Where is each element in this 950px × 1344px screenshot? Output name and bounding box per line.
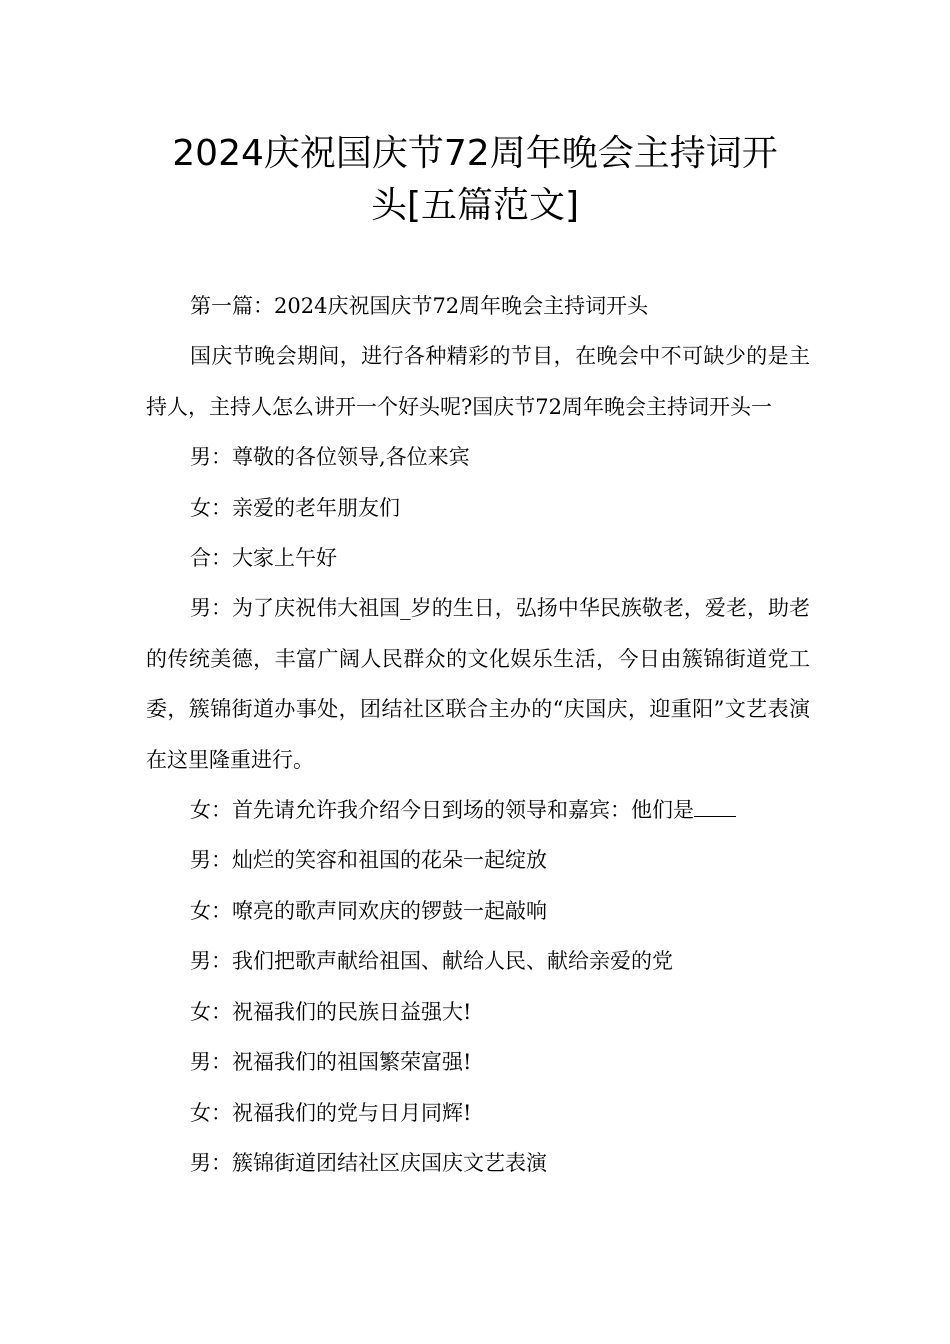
dialogue-line: 男：灿烂的笑容和祖国的花朵一起绽放 bbox=[190, 848, 547, 873]
dialogue-line: 男：我们把歌声献给祖国、献给人民、献给亲爱的党 bbox=[190, 949, 673, 974]
dialogue-line: 女：嘹亮的歌声同欢庆的锣鼓一起敲响 bbox=[190, 898, 547, 923]
dialogue-line: 女：祝福我们的党与日月同辉! bbox=[190, 1100, 472, 1125]
dialogue-line: 男：祝福我们的祖国繁荣富强! bbox=[190, 1050, 472, 1075]
dialogue-paragraph: 男：为了庆祝伟大祖国_岁的生日，弘扬中华民族敬老，爱老，助老的传统美德，丰富广阔人民群众的文化娱乐生活，今日由簇锦街道党工委，簇锦街道办事处，团结社区联合主办的“庆国庆，迎重阳”文艺表演在这里隆重进行。 bbox=[146, 596, 810, 772]
dialogue-line bbox=[146, 785, 810, 835]
dialogue-line: 男：簇锦街道团结社区庆国庆文艺表演 bbox=[190, 1150, 547, 1175]
document-body bbox=[146, 281, 810, 1188]
dialogue-text: 女：首先请允许我介绍今日到场的领导和嘉宾：他们是 bbox=[190, 798, 694, 823]
document-title bbox=[0, 128, 950, 232]
fill-in-blank bbox=[694, 796, 736, 817]
title-line-2: 头[五篇范文] bbox=[370, 185, 580, 226]
dialogue-line: 女：祝福我们的民族日益强大! bbox=[190, 999, 472, 1024]
dialogue-line: 男：尊敬的各位领导,各位来宾 bbox=[190, 445, 470, 470]
section-heading: 第一篇：2024庆祝国庆节72周年晚会主持词开头 bbox=[190, 294, 649, 318]
dialogue-line: 女：亲爱的老年朋友们 bbox=[190, 495, 400, 520]
dialogue-line: 合：大家上午好 bbox=[190, 546, 337, 571]
title-line-1: 2024庆祝国庆节72周年晚会主持词开 bbox=[172, 133, 778, 174]
intro-paragraph: 国庆节晚会期间，进行各种精彩的节目，在晚会中不可缺少的是主持人，主持人怎么讲开一个好头呢?国庆节72周年晚会主持词开头一 bbox=[146, 344, 810, 419]
